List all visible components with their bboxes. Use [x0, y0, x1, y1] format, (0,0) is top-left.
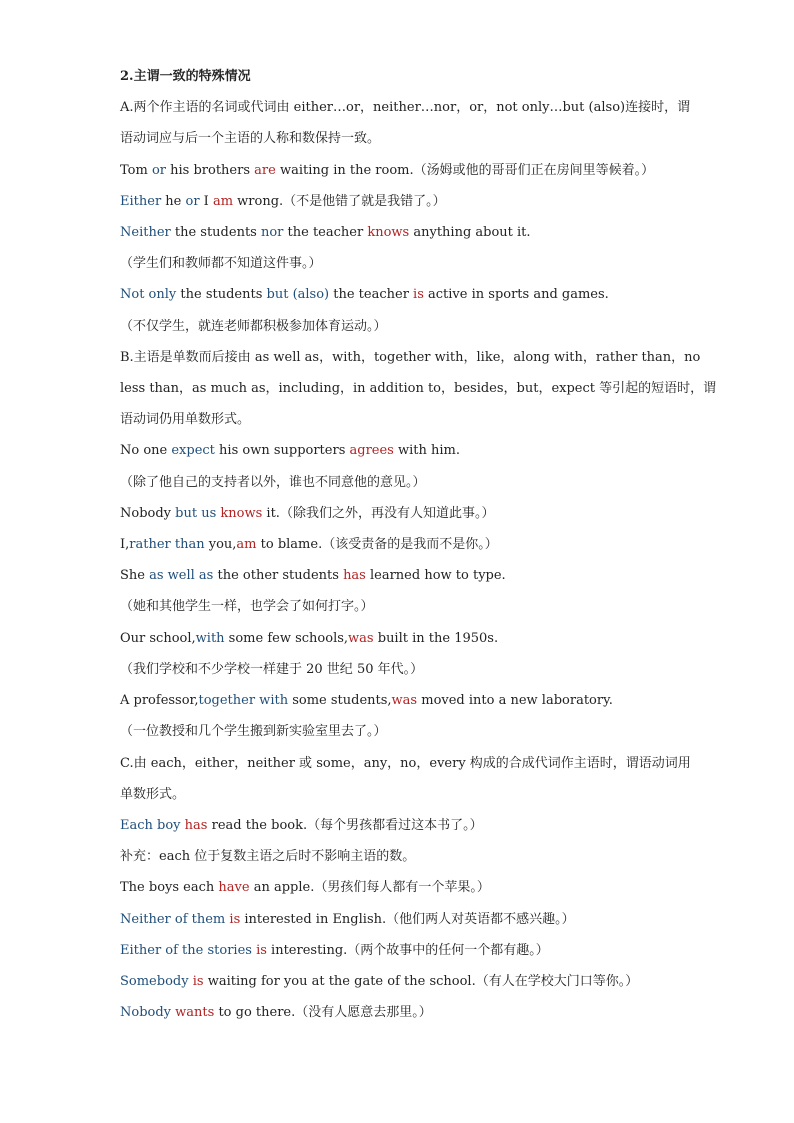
text-line: [120, 661, 694, 679]
text-segment: his own supporters: [214, 443, 350, 458]
text-line: [120, 598, 694, 616]
text-line: [120, 973, 694, 991]
text-segment: （学生们和教师都不知道这件事。）: [120, 256, 322, 271]
verb-word: agrees: [349, 443, 394, 458]
text-segment: I,: [120, 537, 130, 552]
verb-word: is: [413, 287, 424, 302]
text-segment: moved into a new laboratory.: [417, 693, 613, 708]
text-segment: interesting.（两个故事中的任何一个都有趣。）: [266, 943, 549, 958]
connector-word: but us: [175, 506, 217, 521]
text-line: [120, 411, 694, 429]
text-segment: the students: [176, 287, 267, 302]
text-line: [120, 817, 694, 835]
connector-word: Nobody: [120, 1005, 172, 1020]
text-segment: B.主语是单数而后接由 as well as，with，together with，like，along with，rather than，no: [120, 350, 701, 365]
text-segment: with him.: [393, 443, 460, 458]
text-segment: waiting for you at the gate of the school.（有人在学校大门口等你。）: [203, 974, 639, 989]
text-line: [120, 130, 694, 148]
verb-word: am: [236, 537, 257, 552]
connector-word: or: [185, 194, 200, 209]
text-segment: C.由 each，either，neither 或 some，any，no，every 构成的合成代词作主语时，谓语动词用: [120, 756, 691, 771]
text-segment: No one: [120, 443, 172, 458]
text-line: [120, 567, 694, 585]
text-line: [120, 723, 694, 741]
connector-word: together with: [198, 693, 289, 708]
text-segment: A professor,: [120, 693, 199, 708]
text-segment: （我们学校和不少学校一样建于 20 世纪 50 年代。）: [120, 662, 424, 677]
text-line: [120, 942, 694, 960]
text-segment: he: [161, 194, 186, 209]
text-segment: She: [120, 568, 150, 583]
text-segment: anything about it.: [409, 225, 531, 240]
connector-word: rather than: [129, 537, 205, 552]
text-segment: the students: [170, 225, 261, 240]
text-segment: The boys each: [120, 880, 219, 895]
text-line: [120, 162, 694, 180]
connector-word: Either of the stories: [120, 943, 252, 958]
text-line: [120, 911, 694, 929]
connector-word: Neither of them: [120, 912, 226, 927]
verb-word: has: [343, 568, 366, 583]
text-segment: （不仅学生，就连老师都积极参加体育运动。）: [120, 319, 387, 334]
text-segment: built in the 1950s.: [373, 631, 499, 646]
connector-word: Neither: [120, 225, 171, 240]
text-segment: （除了他自己的支持者以外，谁也不同意他的意见。）: [120, 475, 426, 490]
verb-word: is: [192, 974, 204, 989]
text-segment: （她和其他学生一样，也学会了如何打字。）: [120, 599, 374, 614]
text-line: [120, 193, 694, 211]
verb-word: knows: [367, 225, 410, 240]
text-line: [120, 505, 694, 523]
text-line: [120, 380, 717, 398]
verb-word: was: [348, 631, 374, 646]
text-segment: his brothers: [166, 163, 255, 178]
text-segment: to go there.（没有人愿意去那里。）: [214, 1005, 432, 1020]
text-segment: some students,: [288, 693, 392, 708]
text-segment: 2.主谓一致的特殊情况: [120, 69, 251, 84]
connector-word: expect: [171, 443, 215, 458]
text-line: [120, 474, 694, 492]
text-segment: the teacher: [329, 287, 414, 302]
connector-word: Each boy: [120, 818, 181, 833]
text-segment: wrong.（不是他错了就是我错了。）: [233, 194, 446, 209]
text-line: [120, 630, 694, 648]
text-line: [120, 349, 701, 367]
text-line: [120, 536, 694, 554]
verb-word: is: [256, 943, 267, 958]
verb-word: wants: [175, 1005, 215, 1020]
connector-word: Somebody: [120, 974, 189, 989]
text-segment: learned how to type.: [365, 568, 506, 583]
text-segment: active in sports and games.: [423, 287, 609, 302]
text-line: [120, 692, 694, 710]
text-segment: Nobody: [120, 506, 176, 521]
verb-word: was: [391, 693, 418, 708]
verb-word: have: [218, 880, 250, 895]
text-segment: interested in English.（他们两人对英语都不感兴趣。）: [240, 912, 575, 927]
text-segment: I: [199, 194, 213, 209]
verb-word: has: [184, 818, 208, 833]
text-segment: the teacher: [283, 225, 368, 240]
verb-word: are: [254, 163, 276, 178]
text-line: [120, 848, 694, 866]
text-line: [120, 99, 694, 117]
text-line: [120, 1004, 694, 1022]
text-segment: you,: [204, 537, 237, 552]
text-segment: 语动词仍用单数形式。: [120, 412, 251, 427]
text-line: [120, 286, 694, 304]
text-segment: A.两个作主语的名词或代词由 either…or，neither…nor，or，not only…but (also)连接时，谓: [120, 100, 691, 115]
verb-word: am: [212, 194, 234, 209]
text-segment: some few schools,: [224, 631, 349, 646]
connector-word: as well as: [149, 568, 214, 583]
text-segment: 语动词应与后一个主语的人称和数保持一致。: [120, 131, 381, 146]
connector-word: nor: [260, 225, 284, 240]
connector-word: but (also): [266, 287, 330, 302]
text-line: [120, 255, 694, 273]
text-segment: to blame.（该受责备的是我而不是你。）: [256, 537, 498, 552]
text-segment: （一位教授和几个学生搬到新实验室里去了。）: [120, 724, 387, 739]
text-segment: an apple.（男孩们每人都有一个苹果。）: [249, 880, 490, 895]
connector-word: with: [195, 631, 225, 646]
text-segment: 单数形式。: [120, 787, 186, 802]
text-segment: waiting in the room.（汤姆或他的哥哥们正在房间里等候着。）: [275, 163, 655, 178]
verb-word: is: [229, 912, 241, 927]
text-segment: less than，as much as，including，in addition to，besides，but，expect 等引起的短语时，谓: [120, 381, 717, 396]
connector-word: Either: [120, 194, 162, 209]
text-segment: the other students: [213, 568, 344, 583]
text-segment: Tom: [120, 163, 152, 178]
text-segment: it.（除我们之外，再没有人知道此事。）: [262, 506, 495, 521]
text-line: [120, 755, 694, 773]
text-segment: 补充：each 位于复数主语之后时不影响主语的数。: [120, 849, 416, 864]
connector-word: or: [151, 163, 166, 178]
text-line: [120, 879, 694, 897]
text-line: [120, 224, 694, 242]
text-line: [120, 786, 694, 804]
connector-word: Not only: [120, 287, 177, 302]
text-line: [120, 442, 694, 460]
verb-word: knows: [220, 506, 263, 521]
text-segment: Our school,: [120, 631, 196, 646]
text-segment: read the book.（每个男孩都看过这本书了。）: [207, 818, 483, 833]
text-line: [120, 318, 694, 336]
section-heading: [120, 68, 694, 86]
